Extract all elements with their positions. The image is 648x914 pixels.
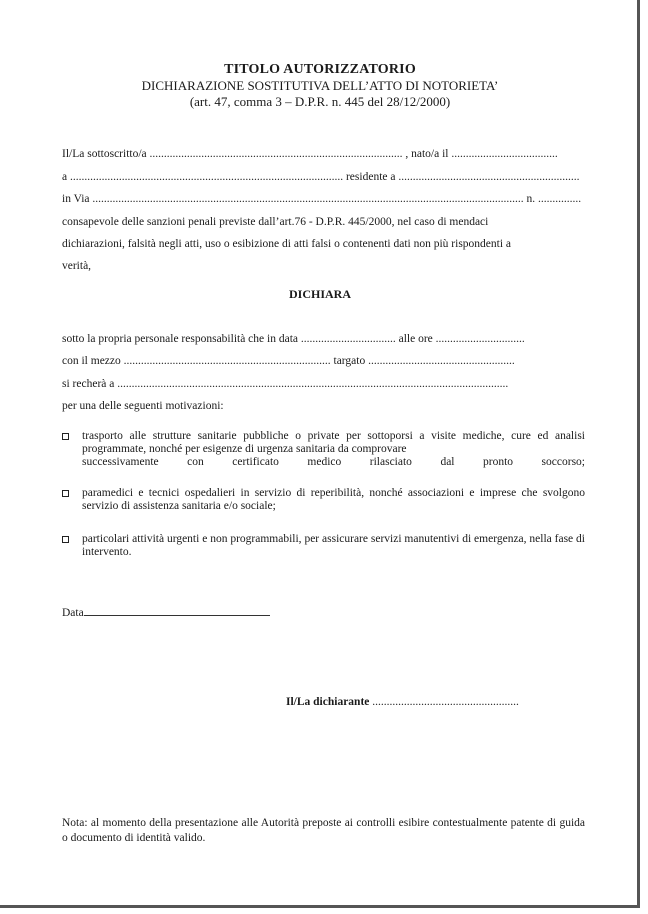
nota-text: Nota: al momento della presentazione alle Autorità preposte ai controlli esibire contestualmente patente di guida o documento di identità valido. bbox=[62, 817, 585, 844]
option-text: paramedici e tecnici ospedalieri in servizio di reperibilità, nonché associazioni e imprese che svolgono servizio di assistenza sanitaria e/o sociale; bbox=[82, 487, 585, 512]
consapevole-line-2: dichiarazioni, falsità negli atti, uso o esibizione di atti falsi o contenenti dati non più rispondenti a bbox=[62, 238, 512, 250]
option-text: trasporto alle strutture sanitarie pubbliche o private per sottoporsi a visite mediche, cure ed analisi programmate, nonché per esigenze di urgenza sanitaria da comprovare successivamente con certificato medico rilasciato dal pronto soccorso; bbox=[82, 430, 585, 468]
field-data-ore[interactable]: sotto la propria personale responsabilità che in data ................................. alle ore ............................... bbox=[62, 333, 525, 345]
signature-field[interactable] bbox=[286, 696, 519, 708]
data-underline[interactable] bbox=[84, 605, 270, 616]
field-via[interactable]: in Via ...................................................................................................................................................... n. ............... bbox=[62, 193, 582, 205]
dichiara-heading: DICHIARA bbox=[288, 287, 351, 301]
field-destinazione[interactable]: si recherà a ........................................................................................................................................ bbox=[62, 378, 509, 390]
field-mezzo-targato[interactable]: con il mezzo ........................................................................ targato ................................................... bbox=[62, 355, 515, 367]
field-residente[interactable]: a ............................................................................................... residente a ............................................................... bbox=[62, 171, 580, 183]
data-label: Data bbox=[62, 607, 84, 619]
option-paramedici[interactable] bbox=[62, 487, 585, 515]
option-attivita-urgenti[interactable] bbox=[62, 533, 585, 561]
checkbox-icon[interactable] bbox=[62, 536, 69, 543]
option-trasporto-sanitario[interactable] bbox=[62, 430, 585, 472]
consapevole-line-1: consapevole delle sanzioni penali previste dall’art.76 - D.P.R. 445/2000, nel caso di mendaci bbox=[62, 216, 489, 228]
option-text: particolari attività urgenti e non programmabili, per assicurare servizi manutentivi di emergenza, nella fase di intervento. bbox=[82, 533, 585, 558]
checkbox-icon[interactable] bbox=[62, 490, 69, 497]
document-header bbox=[0, 62, 640, 110]
motivazioni-label: per una delle seguenti motivazioni: bbox=[62, 400, 224, 412]
signature-label: Il/La dichiarante bbox=[286, 696, 370, 708]
data-field[interactable] bbox=[62, 605, 585, 619]
checkbox-icon[interactable] bbox=[62, 433, 69, 440]
document-subtitle: DICHIARAZIONE SOSTITUTIVA DELL’ATTO DI NOTORIETA’ bbox=[141, 78, 499, 93]
document-title: TITOLO AUTORIZZATORIO bbox=[224, 62, 416, 77]
field-sottoscritto[interactable]: Il/La sottoscritto/a ........................................................................................ , nato/a il ..................................... bbox=[62, 148, 558, 160]
legal-reference: (art. 47, comma 3 – D.P.R. n. 445 del 28/12/2000) bbox=[189, 94, 451, 109]
signature-line[interactable]: ................................................... bbox=[369, 696, 519, 708]
consapevole-line-3: verità, bbox=[62, 260, 92, 272]
